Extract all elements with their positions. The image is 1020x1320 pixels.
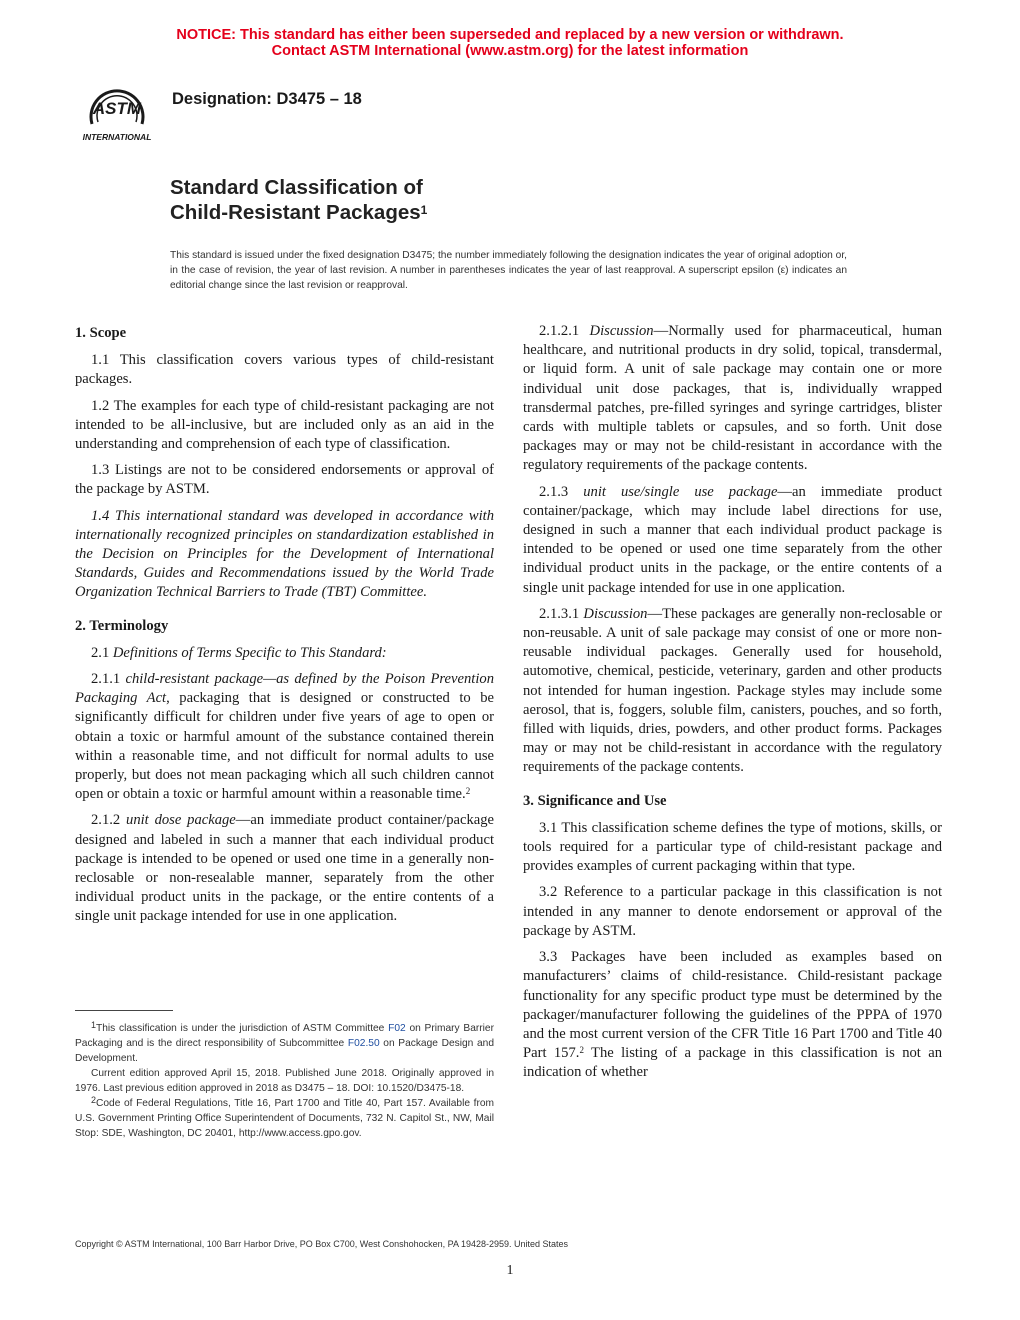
para-2-1-2-1-num: 2.1.2.1 — [539, 323, 590, 339]
para-3-1: 3.1 This classification scheme defines the type of motions, skills, or tools required for a particular type of child-resistant package and provides examples of current packaging within that type. — [523, 819, 942, 875]
para-2-1-1-term: child-resistant package—as defined by the Poison Prevention Packaging Act — [75, 671, 494, 707]
footnote-1-text-a: This classification is under the jurisdiction of ASTM Committee — [96, 1023, 389, 1034]
para-3-3-text: 3.3 Packages have been included as examples based on manufacturers’ claims of child-resistance. Child-resistant package functionality for any specific product type must be determined by the packager/manufacturer following the guidelines of the PPPA of 1970 and the most current version of the CFR Title 16 Part 1700 and Title 40 Part 157. — [523, 949, 942, 1062]
section-scope-heading: 1. Scope — [75, 325, 127, 341]
para-3-3 — [523, 948, 942, 1082]
para-1-3: 1.3 Listings are not to be considered endorsements or approval of the package by ASTM. — [75, 462, 494, 498]
para-1-4 — [75, 507, 494, 603]
para-2-1-3-1-num: 2.1.3.1 — [539, 605, 584, 622]
section-terminology-heading: 2. Terminology — [75, 617, 169, 634]
astm-logo — [74, 74, 160, 144]
para-2-1-3-term: unit use/single use package — [583, 483, 778, 500]
page-title — [170, 175, 427, 225]
logo-subtext: INTERNATIONAL — [82, 132, 152, 142]
para-1-2: 1.2 The examples for each type of child-resistant packaging are not intended to be all-inclusive, but are included only as an aid in the understanding and comprehension of each type of classification. — [75, 397, 494, 453]
footnote-2-marker: 2 — [91, 1095, 97, 1105]
footnote-1 — [75, 1021, 494, 1066]
footnote-2 — [75, 1096, 494, 1141]
copyright: Copyright © ASTM International, 100 Barr Harbor Drive, PO Box C700, West Conshohocken, PA 19428-2959. United States — [75, 1239, 569, 1249]
footnote-2-text: Code of Federal Regulations, Title 16, Part 1700 and Title 40, Part 157. Available from U.S. Government Printing Office Superintendent of Documents, 732 N. Capitol St., NW, Mail Stop: SDE, Washington, DC 20401, http://www.access.gpo.gov. — [75, 1098, 494, 1139]
footnote-1-text-b: on Primary Barrier Packaging and is the direct responsibility of Subcommittee — [75, 1023, 494, 1049]
para-2-1-1-num: 2.1.1 — [91, 671, 126, 688]
footnote-1-text-c: on Package Design and Development. — [75, 1038, 494, 1064]
para-2-1-3 — [523, 483, 942, 598]
para-1-4-text: 1.4 This international standard was developed in accordance with internationally recognized principles on standardization established in the Decision on Principles for the Development of International Standards, Guides and Recommendations issued by the World Trade Organization Technical Barriers to Trade (TBT) Committee. — [75, 507, 494, 601]
para-2-1-2 — [75, 811, 494, 926]
para-2-1-2-text: —an immediate product container/package designed and labeled in such a manner that each individual product package is intended to be opened or used one time in a generally non-reclosable or non-resealable manner, separately from the other individual product units in the package, or the entire contents of a single unit package intended for use in one application. — [75, 812, 495, 925]
para-3-2: 3.2 Reference to a particular package in this classification is not intended in any manner to denote endorsement or approval of the package by ASTM. — [523, 884, 942, 939]
subcommittee-f02-50-link[interactable]: F02.50 — [347, 1038, 380, 1049]
title-line-1: Standard Classification of — [170, 176, 423, 199]
section-significance-heading: 3. Significance and Use — [523, 792, 667, 809]
left-column — [75, 322, 494, 934]
para-2-1-2-num: 2.1.2 — [91, 812, 127, 829]
para-2-1-3-1-term: Discussion — [583, 605, 648, 622]
page-number: 1 — [506, 1263, 514, 1278]
footnotes — [75, 1021, 494, 1141]
notice-line-2: Contact ASTM International (www.astm.org) for the latest information — [271, 43, 749, 59]
notice-banner — [0, 27, 1020, 59]
committee-f02-link[interactable]: F02 — [388, 1023, 406, 1034]
title-text: Child-Resistant Packages — [170, 201, 421, 224]
para-2-1-3-1 — [523, 605, 942, 778]
para-2-1-3-1-text: —These packages are generally non-reclosable or non-reusable. A unit of sale package may consist of one or more non-reusable individual packages. Generally used for household, automotive, chemical, pesticide, veterinary, garden and other products not intended for human ingestion. Package styles may include some aerosol, that is, foggers, soluble film, canisters, pouches, and so forth, filled with liquids, dries, powders, and other product forms. Packages may or may not be child-resistant in accordance with the regulatory requirements of the package contents. — [523, 605, 943, 776]
para-2-1-3-num: 2.1.3 — [539, 483, 584, 500]
footnote-edition: Current edition approved April 15, 2018. Published June 2018. Originally approved in 1976. Last previous edition approved in 2018 as D3475 – 18. DOI: 10.1520/D3475-18. — [75, 1068, 494, 1094]
title-footnote-ref[interactable]: 1 — [420, 203, 428, 217]
para-1-1: 1.1 This classification covers various types of child-resistant packages. — [75, 352, 494, 388]
right-column — [523, 322, 942, 1090]
para-2-1-num: 2.1 — [91, 644, 113, 661]
para-2-1-3-text: —an immediate product container/package, which may include label directions for use, designed in such a manner that each individual product package is intended to be opened or used one time separately from the other individual product units in the package, or the entire contents of a single unit package intended for use in one application. — [523, 483, 943, 596]
intro-note: This standard is issued under the fixed designation D3475; the number immediately following the designation indicates the year of original adoption or, in the case of revision, the year of last revision. A number in parentheses indicates the year of last reapproval. A superscript epsilon (ε) indicates an editorial change since the last revision or reapproval. — [170, 250, 847, 291]
notice-line-1: NOTICE: This standard has either been superseded and replaced by a new version or withdrawn. — [176, 27, 844, 43]
footnote-divider — [75, 1010, 173, 1011]
logo-text: ASTM — [92, 99, 142, 118]
footnote-ref-2[interactable]: 2 — [465, 786, 471, 797]
designation: Designation: D3475 – 18 — [172, 90, 362, 108]
para-2-1-2-1-text: —Normally used for pharmaceutical, human healthcare, and nutritional products in dry solid, topical, transdermal, or liquid form. A unit of sale package may contain one or more individual unit dose packages, that is, individually wrapped transdermal patches, pre-filled syringes and syringe cartridges, blister cards with multiple tablets or capsules, and so forth. Unit dose packages may or may not be child-resistant in accordance with the regulatory requirements of the package contents. — [523, 323, 943, 474]
footnote-ref-2b[interactable]: 2 — [579, 1045, 584, 1056]
para-2-1-2-1-term: Discussion — [589, 323, 654, 339]
para-2-1-1-text: , packaging that is designed or constructed to be significantly difficult for children under five years of age to open or obtain a toxic or harmful amount of the substance contained therein within a reasonable time, and not difficult for normal adults to use properly, but does not mean packaging which all such children cannot open or obtain a toxic or harmful amount within a reasonable time. — [75, 690, 494, 803]
title-line-2 — [170, 200, 427, 225]
para-2-1 — [75, 644, 494, 663]
footnote-1-marker: 1 — [91, 1020, 97, 1030]
para-2-1-text: Definitions of Terms Specific to This Standard: — [112, 644, 387, 661]
para-2-1-2-term: unit dose package — [126, 812, 236, 829]
para-3-3-tail: The listing of a package in this classification is not an indication of whether — [523, 1045, 943, 1081]
para-2-1-1 — [75, 670, 494, 804]
para-2-1-2-1 — [523, 322, 942, 476]
